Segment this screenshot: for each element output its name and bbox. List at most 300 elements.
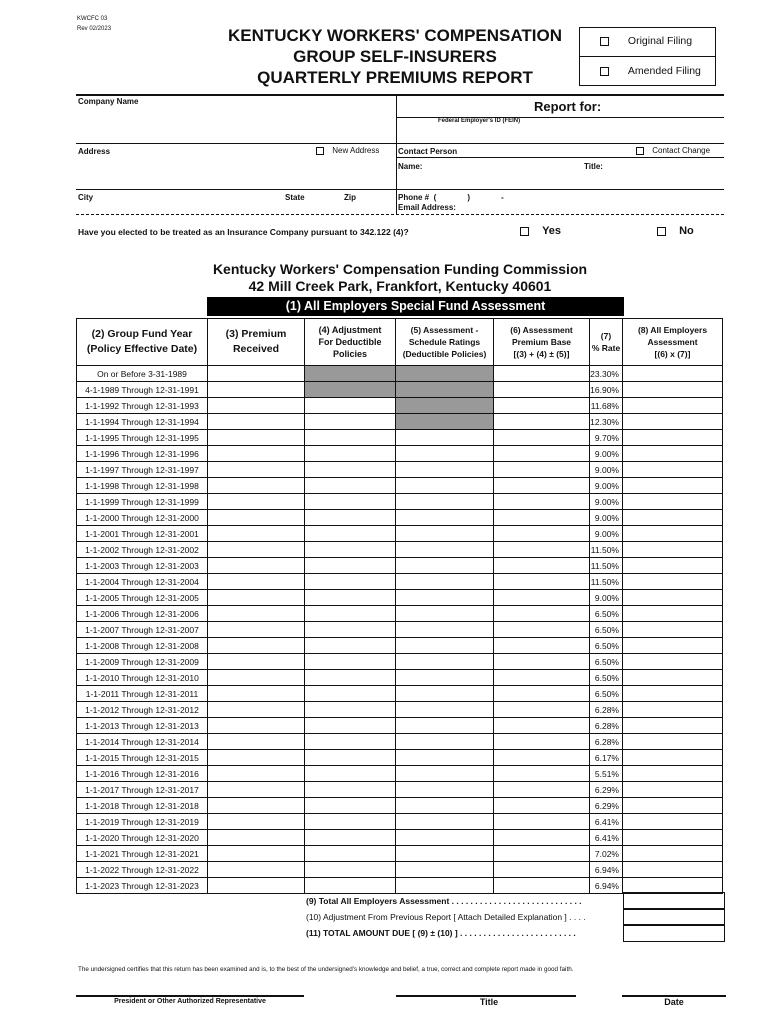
schedule-ratings-field[interactable] (396, 734, 494, 750)
premium-received-field[interactable] (208, 462, 305, 478)
table-row (77, 478, 723, 494)
company-name-label: Company Name (78, 97, 139, 106)
schedule-ratings-field[interactable] (396, 638, 494, 654)
assessment-field[interactable] (623, 526, 723, 542)
schedule-ratings-field[interactable] (396, 606, 494, 622)
fund-year-cell: On or Before 3-31-1989 (77, 366, 208, 382)
assessment-field[interactable] (623, 478, 723, 494)
table-row (77, 366, 723, 382)
no-label: No (679, 225, 694, 237)
assessment-field[interactable] (623, 702, 723, 718)
fund-year-cell: 1-1-1997 Through 12-31-1997 (77, 462, 208, 478)
schedule-ratings-field[interactable] (396, 830, 494, 846)
contact-change-label: Contact Change (652, 146, 711, 155)
premium-received-field[interactable] (208, 734, 305, 750)
title-line-1: KENTUCKY WORKERS' COMPENSATION (228, 26, 562, 45)
premium-base-field[interactable] (494, 718, 590, 734)
deductible-adjustment-field[interactable] (305, 782, 396, 798)
report-for-label: Report for: (534, 99, 602, 114)
special-fund-band: (1) All Employers Special Fund Assessment (207, 297, 624, 316)
form-code: KWCFC 03 (77, 16, 108, 22)
deductible-adjustment-field[interactable] (305, 574, 396, 590)
rate-cell: 6.50% (590, 654, 623, 670)
signer-title-label: Title (479, 997, 499, 1007)
premium-received-field[interactable] (208, 430, 305, 446)
original-filing-option[interactable] (600, 35, 692, 47)
premium-base-field[interactable] (494, 830, 590, 846)
fein-field[interactable] (398, 126, 722, 142)
deductible-adjustment-field[interactable] (305, 686, 396, 702)
deductible-adjustment-field[interactable] (305, 702, 396, 718)
no-option[interactable] (657, 225, 694, 237)
fund-year-cell: 1-1-1998 Through 12-31-1998 (77, 478, 208, 494)
premium-received-field[interactable] (208, 382, 305, 398)
fund-year-cell: 1-1-2017 Through 12-31-2017 (77, 782, 208, 798)
premium-received-field[interactable] (208, 702, 305, 718)
assessment-field[interactable] (623, 782, 723, 798)
deductible-adjustment-field[interactable] (305, 510, 396, 526)
fund-year-cell: 4-1-1989 Through 12-31-1991 (77, 382, 208, 398)
contact-change-option[interactable] (636, 146, 710, 155)
deductible-adjustment-field[interactable] (305, 526, 396, 542)
assessment-field[interactable] (623, 606, 723, 622)
schedule-ratings-field[interactable] (396, 782, 494, 798)
table-row (77, 718, 723, 734)
premium-received-field[interactable] (208, 686, 305, 702)
assessment-field[interactable] (623, 382, 723, 398)
deductible-adjustment-field[interactable] (305, 414, 396, 430)
table-row (77, 702, 723, 718)
deductible-adjustment-field[interactable] (305, 862, 396, 878)
assessment-field[interactable] (623, 622, 723, 638)
rate-cell: 6.50% (590, 638, 623, 654)
fund-year-cell: 1-1-1999 Through 12-31-1999 (77, 494, 208, 510)
premium-base-field[interactable] (494, 606, 590, 622)
schedule-ratings-field (396, 414, 494, 430)
fund-year-cell: 1-1-2015 Through 12-31-2015 (77, 750, 208, 766)
schedule-ratings-field[interactable] (396, 814, 494, 830)
assessment-field[interactable] (623, 414, 723, 430)
premium-base-field[interactable] (494, 366, 590, 382)
premium-base-field[interactable] (494, 510, 590, 526)
assessment-field[interactable] (623, 574, 723, 590)
schedule-ratings-field[interactable] (396, 494, 494, 510)
premium-base-field[interactable] (494, 462, 590, 478)
table-row (77, 686, 723, 702)
premium-received-field[interactable] (208, 510, 305, 526)
fund-year-cell: 1-1-2010 Through 12-31-2010 (77, 670, 208, 686)
previous-adjustment-label: (10) Adjustment From Previous Report [ Attach Detailed Explanation ] . . . . (306, 912, 586, 922)
amended-filing-checkbox[interactable] (600, 67, 609, 76)
premium-received-field[interactable] (208, 654, 305, 670)
rate-cell: 11.50% (590, 542, 623, 558)
assessment-field[interactable] (623, 366, 723, 382)
table-row (77, 526, 723, 542)
schedule-ratings-field[interactable] (396, 590, 494, 606)
assessment-field[interactable] (623, 494, 723, 510)
table-row (77, 462, 723, 478)
schedule-ratings-field[interactable] (396, 798, 494, 814)
assessment-field[interactable] (623, 446, 723, 462)
schedule-ratings-field[interactable] (396, 526, 494, 542)
rate-cell: 9.00% (590, 478, 623, 494)
rate-cell: 5.51% (590, 766, 623, 782)
assessment-field[interactable] (623, 830, 723, 846)
title-label: Title: (584, 162, 603, 171)
premium-base-field[interactable] (494, 750, 590, 766)
original-filing-checkbox[interactable] (600, 37, 609, 46)
table-row (77, 542, 723, 558)
schedule-ratings-field[interactable] (396, 654, 494, 670)
rate-cell: 6.94% (590, 862, 623, 878)
assessment-field[interactable] (623, 462, 723, 478)
schedule-ratings-field[interactable] (396, 750, 494, 766)
deductible-adjustment-field[interactable] (305, 398, 396, 414)
premium-received-field[interactable] (208, 622, 305, 638)
premium-base-field[interactable] (494, 478, 590, 494)
assessment-field[interactable] (623, 750, 723, 766)
col-all-employers-assessment: (8) All Employers Assessment [(6) x (7)] (623, 319, 723, 366)
premium-base-field[interactable] (494, 590, 590, 606)
assessment-field[interactable] (623, 654, 723, 670)
rate-cell: 6.41% (590, 814, 623, 830)
assessment-field[interactable] (623, 510, 723, 526)
total-amount-due-label: (11) TOTAL AMOUNT DUE [ (9) ± (10) ] . . . . . . . . . . . . . . . . . . . . . . . . . (306, 928, 576, 938)
premium-base-field[interactable] (494, 702, 590, 718)
signature-field[interactable] (76, 981, 304, 995)
premium-base-field[interactable] (494, 814, 590, 830)
commission-name: Kentucky Workers' Compensation Funding Commission (212, 261, 588, 277)
premium-base-field[interactable] (494, 734, 590, 750)
deductible-adjustment-field[interactable] (305, 638, 396, 654)
table-row (77, 734, 723, 750)
premium-received-field[interactable] (208, 526, 305, 542)
rate-cell: 6.28% (590, 702, 623, 718)
schedule-ratings-field[interactable] (396, 862, 494, 878)
fund-year-cell: 1-1-2004 Through 12-31-2004 (77, 574, 208, 590)
schedule-ratings-field[interactable] (396, 574, 494, 590)
premium-base-field[interactable] (494, 798, 590, 814)
premium-received-field[interactable] (208, 606, 305, 622)
deductible-adjustment-field[interactable] (305, 430, 396, 446)
table-row (77, 590, 723, 606)
premium-received-field[interactable] (208, 542, 305, 558)
premium-base-field[interactable] (494, 654, 590, 670)
col-group-fund-year: (2) Group Fund Year (Policy Effective Date) (77, 319, 208, 366)
premium-received-field[interactable] (208, 798, 305, 814)
deductible-adjustment-field[interactable] (305, 446, 396, 462)
fund-year-cell: 1-1-2006 Through 12-31-2006 (77, 606, 208, 622)
deductible-adjustment-field[interactable] (305, 494, 396, 510)
total-assessment-label: (9) Total All Employers Assessment . . . . . . . . . . . . . . . . . . . . . . . . . . . . (306, 896, 582, 906)
deductible-adjustment-field[interactable] (305, 718, 396, 734)
assessment-field[interactable] (623, 542, 723, 558)
deductible-adjustment-field[interactable] (305, 798, 396, 814)
deductible-adjustment-field[interactable] (305, 606, 396, 622)
premium-base-field[interactable] (494, 622, 590, 638)
schedule-ratings-field (396, 366, 494, 382)
premium-received-field[interactable] (208, 446, 305, 462)
premium-received-field[interactable] (208, 782, 305, 798)
premium-base-field[interactable] (494, 526, 590, 542)
col-deductible-adjustment: (4) Adjustment For Deductible Policies (305, 319, 396, 366)
rate-cell: 6.28% (590, 734, 623, 750)
date-field[interactable] (622, 981, 726, 995)
table-row (77, 830, 723, 846)
fund-year-cell: 1-1-2019 Through 12-31-2019 (77, 814, 208, 830)
assessment-field[interactable] (623, 590, 723, 606)
premium-received-field[interactable] (208, 718, 305, 734)
col-premium-received: (3) Premium Received (208, 319, 305, 366)
premium-base-field[interactable] (494, 766, 590, 782)
deductible-adjustment-field[interactable] (305, 750, 396, 766)
certification-text: The undersigned certifies that this return has been examined and is, to the best of the undersigned's knowledge and belief, a true, correct and complete report made in good faith. (78, 966, 574, 973)
fund-year-cell: 1-1-2012 Through 12-31-2012 (77, 702, 208, 718)
rate-cell: 6.41% (590, 830, 623, 846)
table-row (77, 798, 723, 814)
assessment-field[interactable] (623, 398, 723, 414)
signer-title-field[interactable] (396, 981, 576, 995)
form-revision: Rev 02/2023 (77, 26, 112, 32)
table-row (77, 846, 723, 862)
premium-received-field[interactable] (208, 398, 305, 414)
premium-received-field[interactable] (208, 750, 305, 766)
fund-year-cell: 1-1-2020 Through 12-31-2020 (77, 830, 208, 846)
fund-year-cell: 1-1-1992 Through 12-31-1993 (77, 398, 208, 414)
commission-address: 42 Mill Creek Park, Frankfort, Kentucky 40601 (248, 278, 552, 294)
yes-option[interactable] (520, 225, 561, 237)
premium-base-field[interactable] (494, 446, 590, 462)
address-field[interactable] (78, 157, 394, 187)
signature-label: President or Other Authorized Representative (114, 998, 266, 1005)
name-label: Name: (398, 162, 423, 171)
schedule-ratings-field[interactable] (396, 718, 494, 734)
deductible-adjustment-field (305, 366, 396, 382)
table-row (77, 766, 723, 782)
schedule-ratings-field[interactable] (396, 510, 494, 526)
deductible-adjustment-field[interactable] (305, 558, 396, 574)
schedule-ratings-field[interactable] (396, 542, 494, 558)
fund-year-cell: 1-1-2014 Through 12-31-2014 (77, 734, 208, 750)
premium-base-field[interactable] (494, 862, 590, 878)
assessment-field[interactable] (623, 718, 723, 734)
assessment-field[interactable] (623, 766, 723, 782)
fund-year-cell: 1-1-1994 Through 12-31-1994 (77, 414, 208, 430)
amended-filing-option[interactable] (600, 65, 701, 77)
contact-change-checkbox[interactable] (636, 147, 644, 155)
rate-cell: 6.28% (590, 718, 623, 734)
table-row (77, 862, 723, 878)
rate-cell: 11.50% (590, 574, 623, 590)
rate-cell: 6.50% (590, 686, 623, 702)
premium-received-field[interactable] (208, 590, 305, 606)
rate-cell: 6.17% (590, 750, 623, 766)
premium-base-field[interactable] (494, 558, 590, 574)
premium-received-field[interactable] (208, 830, 305, 846)
premium-received-field[interactable] (208, 814, 305, 830)
table-row (77, 398, 723, 414)
col-schedule-ratings: (5) Assessment - Schedule Ratings (Deductible Policies) (396, 319, 494, 366)
fund-year-cell: 1-1-2002 Through 12-31-2002 (77, 542, 208, 558)
assessment-field[interactable] (623, 638, 723, 654)
premium-received-field[interactable] (208, 574, 305, 590)
table-row (77, 622, 723, 638)
schedule-ratings-field[interactable] (396, 702, 494, 718)
schedule-ratings-field[interactable] (396, 478, 494, 494)
schedule-ratings-field[interactable] (396, 670, 494, 686)
rate-cell: 9.00% (590, 446, 623, 462)
rate-cell: 6.50% (590, 670, 623, 686)
deductible-adjustment-field[interactable] (305, 542, 396, 558)
rate-cell: 6.29% (590, 798, 623, 814)
premium-received-field[interactable] (208, 846, 305, 862)
rate-cell: 9.00% (590, 494, 623, 510)
premium-base-field[interactable] (494, 542, 590, 558)
premium-base-field[interactable] (494, 430, 590, 446)
fund-year-cell: 1-1-2005 Through 12-31-2005 (77, 590, 208, 606)
premium-base-field[interactable] (494, 686, 590, 702)
total-amount-due-field[interactable] (623, 924, 725, 942)
assessment-field[interactable] (623, 430, 723, 446)
premium-received-field[interactable] (208, 638, 305, 654)
assessment-field[interactable] (623, 670, 723, 686)
rate-cell: 6.94% (590, 878, 623, 894)
deductible-adjustment-field[interactable] (305, 462, 396, 478)
company-name-field[interactable] (78, 106, 394, 142)
premium-base-field[interactable] (494, 846, 590, 862)
premium-base-field[interactable] (494, 494, 590, 510)
assessment-field[interactable] (623, 862, 723, 878)
deductible-adjustment-field[interactable] (305, 846, 396, 862)
contact-person-label: Contact Person (398, 147, 458, 156)
deductible-adjustment-field[interactable] (305, 478, 396, 494)
table-row (77, 382, 723, 398)
rate-cell: 11.50% (590, 558, 623, 574)
premium-base-field[interactable] (494, 398, 590, 414)
original-filing-label: Original Filing (627, 35, 693, 47)
schedule-ratings-field[interactable] (396, 558, 494, 574)
rate-cell: 9.70% (590, 430, 623, 446)
deductible-adjustment-field[interactable] (305, 654, 396, 670)
rate-cell: 6.50% (590, 622, 623, 638)
filing-type-box (579, 27, 716, 86)
table-header-row (77, 319, 723, 366)
title-line-2: GROUP SELF-INSURERS (293, 47, 497, 66)
premium-received-field[interactable] (208, 862, 305, 878)
schedule-ratings-field (396, 398, 494, 414)
email-label: Email Address: (398, 203, 456, 212)
deductible-adjustment-field[interactable] (305, 734, 396, 750)
rate-cell: 9.00% (590, 510, 623, 526)
address-label: Address (78, 147, 111, 156)
new-address-checkbox[interactable] (316, 147, 324, 155)
schedule-ratings-field[interactable] (396, 622, 494, 638)
premium-base-field[interactable] (494, 878, 590, 894)
rate-cell: 16.90% (590, 382, 623, 398)
deductible-adjustment-field[interactable] (305, 830, 396, 846)
title-line-3: QUARTERLY PREMIUMS REPORT (257, 68, 533, 87)
table-row (77, 558, 723, 574)
assessment-field[interactable] (623, 734, 723, 750)
rate-cell: 9.00% (590, 462, 623, 478)
phone-label: Phone # ( ) - (398, 193, 504, 202)
premium-base-field[interactable] (494, 638, 590, 654)
deductible-adjustment-field[interactable] (305, 814, 396, 830)
fund-year-cell: 1-1-2023 Through 12-31-2023 (77, 878, 208, 894)
premium-received-field[interactable] (208, 670, 305, 686)
table-row (77, 654, 723, 670)
assessment-field[interactable] (623, 846, 723, 862)
table-row (77, 510, 723, 526)
no-checkbox[interactable] (657, 227, 666, 236)
premium-base-field[interactable] (494, 574, 590, 590)
premium-received-field[interactable] (208, 366, 305, 382)
premium-base-field[interactable] (494, 670, 590, 686)
fund-year-cell: 1-1-2018 Through 12-31-2018 (77, 798, 208, 814)
premium-received-field[interactable] (208, 414, 305, 430)
deductible-adjustment-field[interactable] (305, 590, 396, 606)
yes-label: Yes (542, 225, 562, 237)
assessment-table (76, 318, 723, 894)
schedule-ratings-field[interactable] (396, 462, 494, 478)
assessment-field[interactable] (623, 558, 723, 574)
rate-cell: 11.68% (590, 398, 623, 414)
new-address-label: New Address (332, 146, 380, 155)
table-row (77, 606, 723, 622)
deductible-adjustment-field (305, 382, 396, 398)
table-row (77, 446, 723, 462)
table-row (77, 430, 723, 446)
fund-year-cell: 1-1-2008 Through 12-31-2008 (77, 638, 208, 654)
deductible-adjustment-field[interactable] (305, 766, 396, 782)
fund-year-cell: 1-1-2013 Through 12-31-2013 (77, 718, 208, 734)
insurance-question: Have you elected to be treated as an Insurance Company pursuant to 342.122 (4)? (78, 227, 409, 237)
rate-cell: 23.30% (590, 366, 623, 382)
fund-year-cell: 1-1-1996 Through 12-31-1996 (77, 446, 208, 462)
table-row (77, 670, 723, 686)
schedule-ratings-field[interactable] (396, 878, 494, 894)
schedule-ratings-field[interactable] (396, 430, 494, 446)
premium-received-field[interactable] (208, 478, 305, 494)
table-row (77, 494, 723, 510)
col-premium-base: (6) Assessment Premium Base [(3) + (4) ± (5)] (494, 319, 590, 366)
premium-base-field[interactable] (494, 414, 590, 430)
assessment-field[interactable] (623, 686, 723, 702)
fund-year-cell: 1-1-2021 Through 12-31-2021 (77, 846, 208, 862)
assessment-field[interactable] (623, 798, 723, 814)
rate-cell: 9.00% (590, 590, 623, 606)
premium-received-field[interactable] (208, 766, 305, 782)
premium-received-field[interactable] (208, 558, 305, 574)
premium-base-field[interactable] (494, 782, 590, 798)
fund-year-cell: 1-1-2001 Through 12-31-2001 (77, 526, 208, 542)
table-row (77, 414, 723, 430)
new-address-option[interactable] (316, 146, 379, 155)
schedule-ratings-field[interactable] (396, 846, 494, 862)
assessment-field[interactable] (623, 814, 723, 830)
table-row (77, 638, 723, 654)
schedule-ratings-field[interactable] (396, 686, 494, 702)
premium-received-field[interactable] (208, 878, 305, 894)
schedule-ratings-field[interactable] (396, 766, 494, 782)
deductible-adjustment-field[interactable] (305, 878, 396, 894)
deductible-adjustment-field[interactable] (305, 670, 396, 686)
deductible-adjustment-field[interactable] (305, 622, 396, 638)
premium-base-field[interactable] (494, 382, 590, 398)
premium-received-field[interactable] (208, 494, 305, 510)
schedule-ratings-field[interactable] (396, 446, 494, 462)
yes-checkbox[interactable] (520, 227, 529, 236)
